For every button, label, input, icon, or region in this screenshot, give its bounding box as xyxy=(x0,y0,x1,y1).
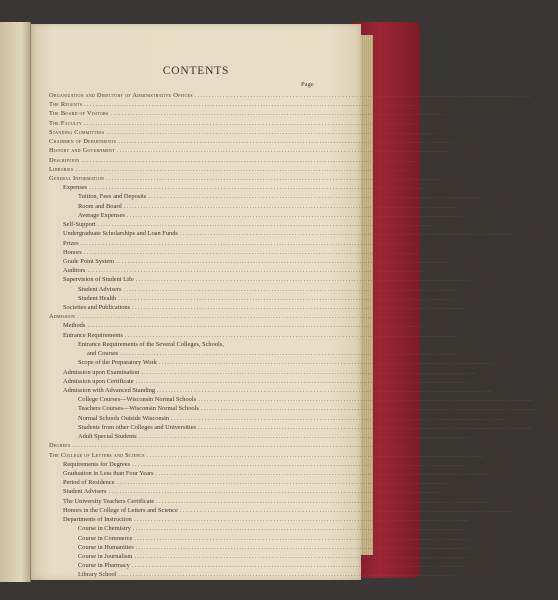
toc-entry-page: 66 xyxy=(467,147,474,155)
toc-entry xyxy=(49,239,438,248)
toc-entry-label: Course in Humanities xyxy=(78,543,134,551)
leader-dots: ........................................................................................................................ xyxy=(134,534,471,542)
toc-entry-label: Library School xyxy=(78,571,117,579)
toc-entry-page: 74 xyxy=(431,156,439,164)
toc-entry-label: Course in Journalism xyxy=(78,552,133,560)
leader-dots: ........................................................................................................................ xyxy=(118,294,454,302)
toc-entry xyxy=(49,331,482,340)
toc-entry xyxy=(49,220,455,229)
toc-entry-page: 97 xyxy=(486,276,493,284)
toc-entry xyxy=(49,257,473,266)
toc-entry-page: 101 xyxy=(479,304,489,312)
toc-entry-label: Graduation in Less than Four Years xyxy=(63,469,154,477)
leader-dots: ........................................................................................................................ xyxy=(123,202,460,210)
leader-dots: ........................................................................................................................ xyxy=(116,479,453,487)
toc-entry-label: Honors xyxy=(63,248,82,256)
toc-entry-page: 87 xyxy=(477,211,484,219)
toc-entry xyxy=(49,460,489,469)
toc-entry-label: Students from other Colleges and Universities xyxy=(78,423,197,431)
leader-dots: ........................................................................................................................ xyxy=(116,147,453,155)
toc-entry-page: 254 xyxy=(482,543,493,551)
leader-dots: ........................................................................................................................ xyxy=(179,230,516,238)
toc-entry xyxy=(49,524,490,533)
toc-entry-page: 127 xyxy=(479,460,489,468)
toc-entry-label: The Board of Visitors xyxy=(49,110,109,118)
toc-entry-label: Requirements for Degrees xyxy=(63,460,131,468)
toc-entry-label: Teachers Courses—Wisconsin Normal Schools xyxy=(78,405,199,413)
toc-entry-label: Average Expenses xyxy=(78,211,125,219)
toc-entry-label: College Courses—Wisconsin Normal Schools xyxy=(78,396,197,404)
toc-entry-label: Grade Point System xyxy=(63,257,115,265)
toc-entry-page: 117 xyxy=(488,368,499,376)
leader-dots: ........................................................................................................................ xyxy=(134,552,471,560)
toc-entry-label: Tuition, Fees and Deposits xyxy=(78,193,147,201)
toc-entry xyxy=(49,303,489,312)
toc-entry xyxy=(49,109,468,118)
toc-entry xyxy=(49,285,481,294)
leader-dots: ........................................................................................................................ xyxy=(200,405,537,413)
toc-entry-page: 122 xyxy=(545,423,555,431)
toc-entry-page: 122 xyxy=(518,414,528,422)
leader-dots: ........................................................................................................................ xyxy=(123,285,460,293)
toc-entry xyxy=(49,487,466,496)
toc-entry xyxy=(49,368,499,377)
toc-entry xyxy=(49,156,439,165)
toc-entry-label: and Courses xyxy=(87,350,119,358)
toc-entry xyxy=(49,340,319,349)
toc-entry-page: 107 xyxy=(467,350,478,358)
toc-entry xyxy=(49,275,493,284)
toc-entry xyxy=(49,395,555,404)
leader-dots: ........................................................................................................................ xyxy=(118,138,454,146)
leader-dots: ........................................................................................................................ xyxy=(135,543,472,551)
toc-entry-label: General Information xyxy=(49,174,105,182)
page-title: CONTENTS xyxy=(162,65,230,77)
leader-dots: ........................................................................................................................ xyxy=(198,423,534,431)
toc-entry-page: 97 xyxy=(466,257,473,265)
toc-entry xyxy=(49,248,441,257)
toc-entry xyxy=(49,404,558,413)
leader-dots: ........................................................................................................................ xyxy=(198,396,534,404)
leader-dots: ........................................................................................................................ xyxy=(126,211,463,219)
leader-dots: ........................................................................................................................ xyxy=(81,156,418,164)
toc-entry-label: Description xyxy=(49,156,80,164)
toc-entry xyxy=(49,211,484,220)
toc-entry-page: 89 xyxy=(530,230,537,238)
leader-dots: ........................................................................................................................ xyxy=(158,359,495,367)
leader-dots: ........................................................................................................................ xyxy=(97,221,434,229)
page-column-label: Page xyxy=(301,81,314,88)
leader-dots: ........................................................................................................................ xyxy=(132,525,469,533)
toc-entry-label: Departments of Instruction xyxy=(63,516,132,524)
toc-entry xyxy=(49,165,433,174)
leader-dots: ........................................................................................................................ xyxy=(148,193,485,201)
toc-entry-label: Entrance Requirements xyxy=(63,331,123,339)
toc-entry-label: Self-Support xyxy=(63,221,96,229)
leader-dots: ........................................................................................................................ xyxy=(80,239,417,247)
leader-dots: ........................................................................................................................ xyxy=(138,433,475,441)
toc-entry xyxy=(49,432,496,441)
toc-entry-page: 125 xyxy=(419,442,430,450)
toc-list xyxy=(49,91,558,580)
leader-dots: ........................................................................................................................ xyxy=(84,119,420,127)
toc-entry xyxy=(49,497,513,506)
toc-entry-page: 249 xyxy=(481,534,492,542)
toc-entry-label: The College of Letters and Science xyxy=(49,451,145,459)
toc-entry-label: Course in Commerce xyxy=(78,534,133,542)
toc-entry xyxy=(49,266,445,275)
toc-entry-page: 105 xyxy=(424,313,434,321)
toc-entry-page: 124 xyxy=(485,433,496,441)
toc-entry xyxy=(49,552,492,561)
toc-entry-page: 85 xyxy=(474,202,481,210)
toc-entry-label: Undergraduate Scholarships and Loan Funds xyxy=(63,230,178,238)
toc-entry-label: Libraries xyxy=(49,165,74,173)
toc-entry xyxy=(49,561,489,570)
toc-entry-label: Admission with Advanced Standing xyxy=(63,387,156,394)
toc-entry-label: Period of Residence xyxy=(63,479,115,487)
leader-dots: ........................................................................................................................ xyxy=(135,377,472,385)
leader-dots: ........................................................................................................................ xyxy=(120,350,457,358)
leader-dots: ........................................................................................................................ xyxy=(156,497,492,505)
toc-entry xyxy=(49,478,474,487)
toc-entry-label: Student Advisers xyxy=(63,488,107,496)
toc-entry-label: Admission xyxy=(49,313,76,321)
toc-entry-page: 96 xyxy=(434,248,441,256)
toc-entry xyxy=(49,119,441,128)
leader-dots: ........................................................................................................................ xyxy=(106,174,442,182)
toc-entry-label: Normal Schools Outside Wisconsin xyxy=(78,414,170,422)
toc-entry xyxy=(49,312,434,321)
toc-entry-page: 266 xyxy=(465,571,476,579)
toc-entry-page: 119 xyxy=(504,387,514,394)
toc-entry-page: 105 xyxy=(434,322,445,330)
toc-entry xyxy=(49,423,555,432)
leader-dots: ........................................................................................................................ xyxy=(108,488,445,496)
toc-entry-page: 97 xyxy=(437,267,445,275)
toc-entry-page: 117 xyxy=(483,377,493,385)
toc-entry-page: 120 xyxy=(548,405,558,413)
left-page-edge xyxy=(0,22,31,582)
toc-entry xyxy=(49,506,537,515)
leader-dots: ........................................................................................................................ xyxy=(87,322,424,330)
toc-entry-label: Admission upon Certificate xyxy=(63,377,134,385)
toc-entry-page: 257 xyxy=(481,552,492,560)
toc-entry-page: 13 xyxy=(460,110,468,118)
leader-dots: ........................................................................................................................ xyxy=(87,267,424,275)
toc-entry xyxy=(49,100,441,109)
toc-entry-label: Room and Board xyxy=(78,202,122,210)
leader-dots: ........................................................................................................................ xyxy=(132,460,468,468)
toc-entry-label: Auditors xyxy=(63,267,86,275)
toc-entry-label: History and Government xyxy=(49,147,115,155)
toc-entry xyxy=(49,229,537,238)
toc-entry xyxy=(49,91,552,100)
toc-entry-label: Supervision of Student Life xyxy=(63,276,134,284)
toc-entry-page: 127 xyxy=(494,451,504,459)
toc-entry-page: 80 xyxy=(498,193,506,201)
toc-entry-label: Student Health xyxy=(78,294,117,302)
leader-dots: ........................................................................................................................ xyxy=(75,165,412,173)
leader-dots: ........................................................................................................................ xyxy=(84,101,420,109)
toc-entry-label: The University Teachers Certificate xyxy=(63,497,155,505)
toc-entry-page: 141 xyxy=(526,506,537,514)
toc-entry xyxy=(49,128,464,137)
toc-entry xyxy=(49,469,513,478)
leader-dots: ........................................................................................................................ xyxy=(116,257,452,265)
toc-entry-page: 140 xyxy=(455,488,466,496)
leader-dots: ........................................................................................................................ xyxy=(133,516,470,524)
contents-page xyxy=(31,24,558,580)
toc-entry-page: 142 xyxy=(480,516,491,524)
toc-entry-page: 119 xyxy=(545,396,555,404)
toc-entry-label: Organization and Directory of Administrative Offices xyxy=(49,92,193,99)
toc-entry xyxy=(49,294,475,303)
toc-entry xyxy=(49,377,493,386)
toc-entry-page: 140 xyxy=(503,497,513,505)
toc-entry-label: Honors in the College of Letters and Science xyxy=(63,506,178,514)
leader-dots: ........................................................................................................................ xyxy=(135,276,472,284)
leader-dots: ........................................................................................................................ xyxy=(110,110,447,118)
toc-entry xyxy=(49,534,492,543)
toc-entry xyxy=(49,349,478,358)
leader-dots: ........................................................................................................................ xyxy=(72,442,409,450)
toc-entry-label: Student Advisers xyxy=(78,285,122,293)
toc-entry-label: Standing Committees xyxy=(49,128,105,136)
toc-entry-label: Admission upon Examination xyxy=(63,368,140,376)
toc-entry xyxy=(49,386,514,395)
toc-entry-label: Expenses xyxy=(63,184,88,192)
toc-entry-label: Scope of the Preparatory Work xyxy=(78,359,157,367)
leader-dots: ........................................................................................................................ xyxy=(89,184,425,192)
leader-dots: ........................................................................................................................ xyxy=(171,414,507,422)
toc-entry xyxy=(49,174,463,183)
toc-entry-page: 105 xyxy=(471,331,482,339)
toc-entry-label: Chairmen of Departments xyxy=(49,138,117,146)
toc-entry-page: 244 xyxy=(480,525,490,533)
toc-entry-label: The Faculty xyxy=(49,119,82,127)
toc-entry xyxy=(49,321,445,330)
toc-entry xyxy=(49,183,446,192)
toc-entry-page: 99 xyxy=(473,285,481,293)
toc-entry-label: Prizes xyxy=(63,239,79,247)
leader-dots: ........................................................................................................................ xyxy=(146,451,483,459)
leader-dots: ........................................................................................................................ xyxy=(141,368,478,376)
leader-dots: ........................................................................................................................ xyxy=(155,469,492,477)
leader-dots: ........................................................................................................................ xyxy=(194,92,531,99)
toc-entry-page: 80 xyxy=(439,184,446,192)
leader-dots: ........................................................................................................................ xyxy=(157,387,493,394)
toc-entry xyxy=(49,451,504,460)
leader-dots: ........................................................................................................................ xyxy=(131,562,468,570)
toc-entry-page: 100 xyxy=(465,294,475,302)
toc-entry-page: 139 xyxy=(463,479,474,487)
leader-dots: ........................................................................................................................ xyxy=(118,571,455,579)
toc-entry-page: 139 xyxy=(502,469,513,477)
toc-entry-page: 88 xyxy=(448,221,455,229)
toc-entry-label: Methods xyxy=(63,322,86,330)
toc-entry-page: 14 xyxy=(434,119,441,127)
leader-dots: ........................................................................................................................ xyxy=(77,313,413,321)
toc-entry-page: 64 xyxy=(468,138,475,146)
leader-dots: ........................................................................................................................ xyxy=(106,128,443,136)
toc-entry-page: 78 xyxy=(425,165,433,173)
toc-entry-label: Degrees xyxy=(49,442,71,450)
toc-entry-page: 95 xyxy=(430,239,438,247)
leader-dots: ........................................................................................................................ xyxy=(83,248,420,256)
toc-entry xyxy=(49,146,474,155)
leader-dots: ........................................................................................................................ xyxy=(124,331,461,339)
toc-entry xyxy=(49,192,506,201)
toc-entry-page: 12 xyxy=(434,101,441,109)
toc-entry xyxy=(49,137,475,146)
toc-entry xyxy=(49,570,476,579)
toc-entry-label: Entrance Requirements of the Several Colleges, Schools, xyxy=(78,340,224,348)
leader-dots: ........................................................................................................................ xyxy=(179,506,516,514)
toc-entry xyxy=(49,515,491,524)
toc-entry-page: 9 xyxy=(548,92,552,99)
toc-entry xyxy=(49,543,493,552)
toc-entry xyxy=(49,414,528,423)
toc-entry-page: 261 xyxy=(478,562,489,570)
toc-entry-page: 109 xyxy=(506,359,516,367)
toc-entry xyxy=(49,441,430,450)
toc-entry-page: 80 xyxy=(456,174,463,182)
toc-entry-label: Course in Chemistry xyxy=(78,525,131,533)
toc-entry-label: Societies and Publications xyxy=(63,304,131,312)
toc-entry xyxy=(49,358,516,367)
toc-entry-label: Adult Special Students xyxy=(78,433,137,441)
toc-entry-label: Course in Pharmacy xyxy=(78,562,130,570)
toc-entry-page: 61 xyxy=(456,128,464,136)
leader-dots: ........................................................................................................................ xyxy=(132,304,468,312)
toc-entry xyxy=(49,202,481,211)
toc-entry-label: The Regents xyxy=(49,101,83,109)
